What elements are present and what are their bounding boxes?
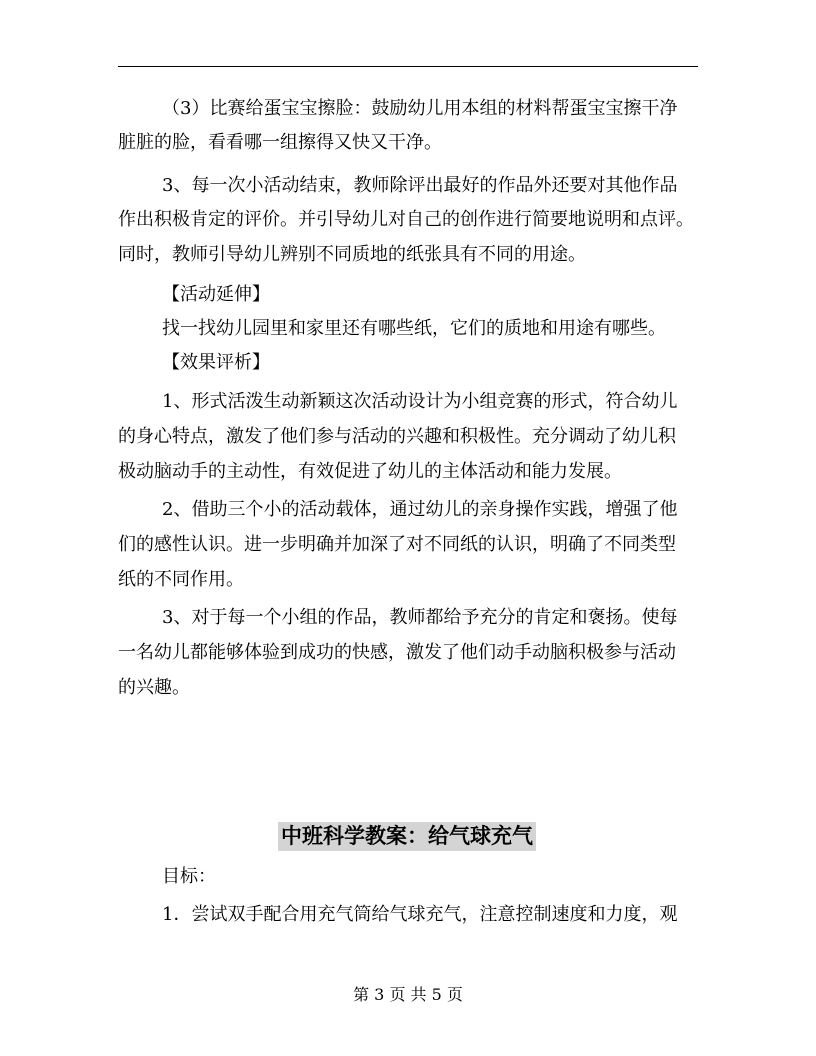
paragraph-line: 2、借助三个小的活动载体，通过幼儿的亲身操作实践，增强了他 — [162, 499, 678, 520]
paragraph-line: 同时，教师引导幼儿辨别不同质地的纸张具有不同的用途。 — [118, 244, 586, 265]
paragraph-line: 的身心特点，激发了他们参与活动的兴趣和积极性。充分调动了幼儿积 — [118, 426, 676, 447]
section-heading: 【活动延伸】 — [162, 284, 270, 305]
paragraph-line: 1、形式活泼生动新颖这次活动设计为小组竞赛的形式，符合幼儿 — [162, 391, 678, 412]
paragraph-line: （3）比赛给蛋宝宝擦脸：鼓励幼儿用本组的材料帮蛋宝宝擦干净 — [162, 98, 678, 119]
paragraph-line: 极动脑动手的主动性，有效促进了幼儿的主体活动和能力发展。 — [118, 461, 622, 482]
paragraph-line: 一名幼儿都能够体验到成功的快感，激发了他们动手动脑积极参与活动 — [118, 642, 676, 663]
paragraph-line: 纸的不同作用。 — [118, 569, 244, 590]
paragraph-line: 作出积极肯定的评价。并引导幼儿对自己的创作进行简要地说明和点评。 — [118, 209, 694, 230]
header-rule — [118, 66, 698, 67]
paragraph-line: 3、每一次小活动结束，教师除评出最好的作品外还要对其他作品 — [162, 175, 678, 196]
section-title: 中班科学教案：给气球充气 — [278, 822, 536, 851]
section-heading: 【效果评析】 — [162, 352, 270, 373]
paragraph-line: 1．尝试双手配合用充气筒给气球充气，注意控制速度和力度，观 — [162, 904, 678, 925]
paragraph-line: 3、对于每一个小组的作品，教师都给予充分的肯定和褒扬。使每 — [162, 607, 678, 628]
paragraph-line: 们的感性认识。进一步明确并加深了对不同纸的认识，明确了不同类型 — [118, 534, 676, 555]
page-number-footer: 第 3 页 共 5 页 — [353, 985, 463, 1004]
section-label: 目标： — [162, 866, 216, 887]
paragraph-line: 脏脏的脸，看看哪一组擦得又快又干净。 — [118, 132, 442, 153]
paragraph-line: 的兴趣。 — [118, 677, 190, 698]
paragraph-line: 找一找幼儿园里和家里还有哪些纸，它们的质地和用途有哪些。 — [162, 318, 666, 339]
